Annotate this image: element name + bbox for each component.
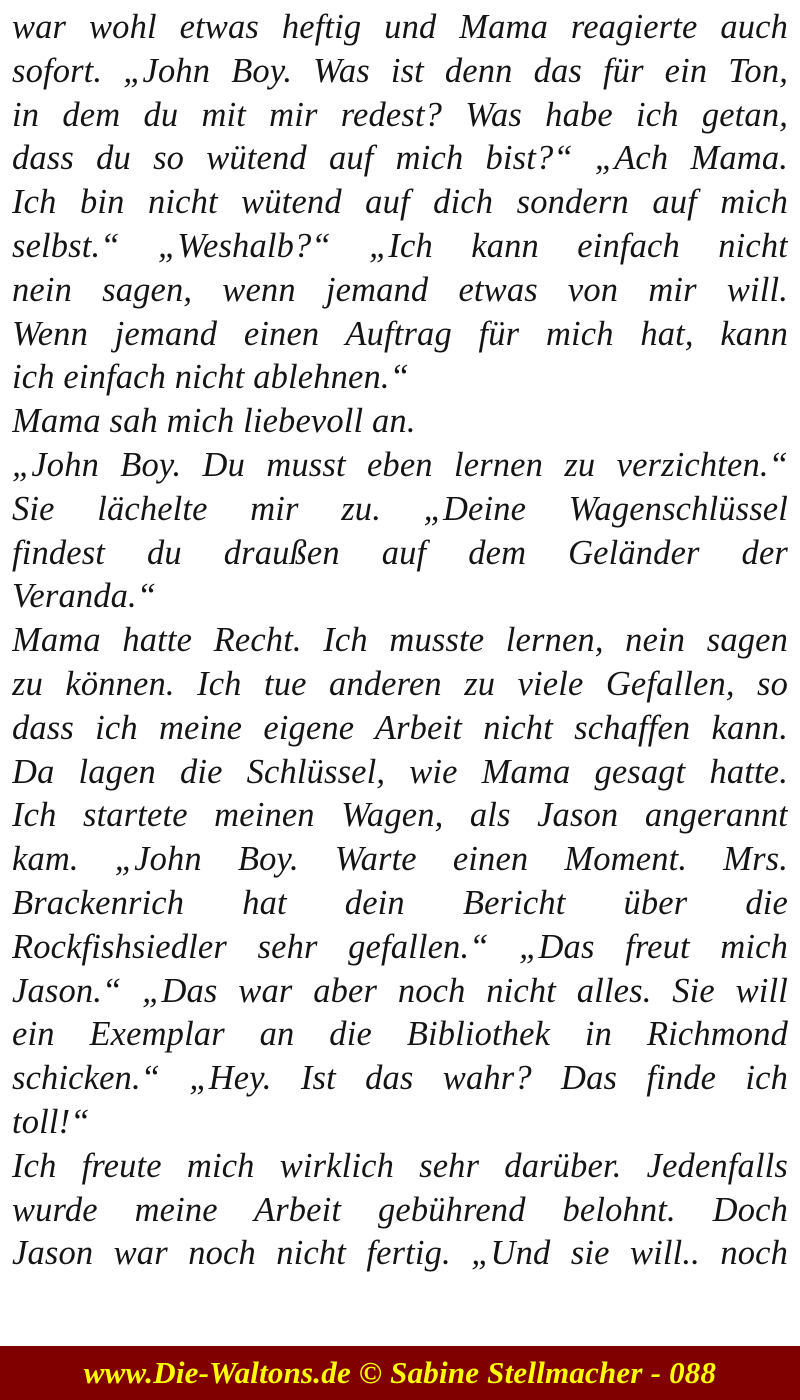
- text-line: „John Boy. Du musst eben lernen zu verzichten.“: [12, 445, 788, 484]
- text-line: in dem du mit mir redest? Was habe ich getan,: [12, 95, 788, 134]
- text-line: dass du so wütend auf mich bist?“ „Ach Mama.: [12, 139, 788, 178]
- text-line: war wohl etwas heftig und Mama reagierte auch: [12, 8, 788, 46]
- text-line: ein Exemplar an die Bibliothek in Richmond: [12, 1015, 788, 1054]
- text-line: Rockfishsiedler sehr gefallen.“ „Das freut mich: [12, 927, 788, 966]
- text-line: zu können. Ich tue anderen zu viele Gefallen, so: [12, 664, 788, 703]
- text-line: Brackenrich hat dein Bericht über die: [12, 883, 788, 922]
- text-line: schicken.“ „Hey. Ist das wahr? Das finde ich: [12, 1059, 788, 1098]
- text-line: Mama sah mich liebevoll an.: [12, 402, 416, 441]
- text-line: Sie lächelte mir zu. „Deine Wagenschlüssel: [12, 489, 788, 528]
- text-line: selbst.“ „Weshalb?“ „Ich kann einfach nicht: [12, 226, 788, 265]
- text-line: Mama hatte Recht. Ich musste lernen, nein sagen: [12, 621, 788, 660]
- text-line: wurde meine Arbeit gebührend belohnt. Doch: [12, 1190, 788, 1229]
- page-text: [12, 6, 788, 1276]
- text-line: Ich startete meinen Wagen, als Jason angerannt: [12, 796, 788, 835]
- text-line: Veranda.“: [12, 577, 157, 616]
- text-line: toll!“: [12, 1102, 90, 1141]
- text-line: Ich freute mich wirklich sehr darüber. Jedenfalls: [12, 1146, 788, 1185]
- text-line: Jason war noch nicht fertig. „Und sie will.. noch: [12, 1234, 788, 1273]
- footer-copyright: www.Die-Waltons.de © Sabine Stellmacher - 088: [83, 1355, 717, 1390]
- text-line: Wenn jemand einen Auftrag für mich hat, kann: [12, 314, 788, 353]
- text-line: nein sagen, wenn jemand etwas von mir will.: [12, 270, 788, 309]
- text-line: Jason.“ „Das war aber noch nicht alles. Sie will: [12, 971, 788, 1010]
- text-line: Ich bin nicht wütend auf dich sondern auf mich: [12, 183, 788, 222]
- text-line: dass ich meine eigene Arbeit nicht schaffen kann.: [12, 708, 788, 747]
- text-line: sofort. „John Boy. Was ist denn das für ein Ton,: [12, 51, 788, 90]
- text-line: ich einfach nicht ablehnen.“: [12, 358, 410, 397]
- footer-bar: [0, 1346, 800, 1400]
- text-line: findest du draußen auf dem Geländer der: [12, 533, 788, 572]
- text-line: Da lagen die Schlüssel, wie Mama gesagt hatte.: [12, 752, 788, 791]
- text-line: kam. „John Boy. Warte einen Moment. Mrs.: [12, 840, 788, 879]
